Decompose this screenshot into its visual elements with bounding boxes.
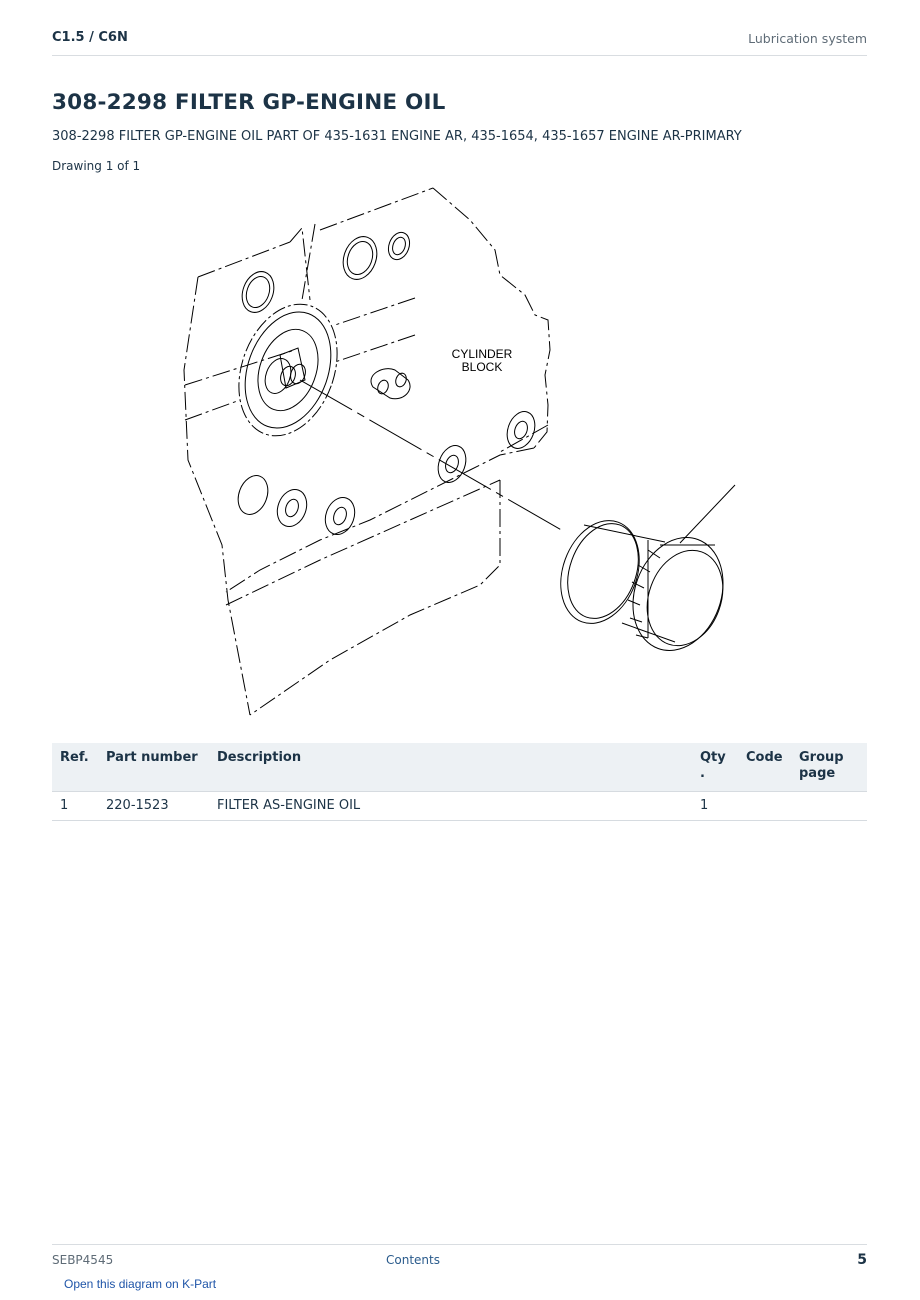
diagram-label-line2: BLOCK — [461, 360, 503, 374]
col-description: Description — [209, 743, 692, 792]
oil-filter — [547, 485, 738, 663]
page-subtitle: 308-2298 FILTER GP-ENGINE OIL PART OF 435-1631 ENGINE AR, 435-1654, 435-1657 ENGINE AR-PRIMARY — [52, 129, 742, 144]
col-code: Code — [738, 743, 791, 792]
page-header — [52, 28, 867, 56]
footer-divider — [52, 1244, 867, 1245]
col-ref: Ref. — [52, 743, 98, 792]
cylinder-block-outline — [184, 188, 550, 715]
page-title: 308-2298 FILTER GP-ENGINE OIL — [52, 90, 446, 115]
cell-code — [738, 792, 791, 821]
page-number: 5 — [857, 1252, 867, 1268]
cell-group-page — [791, 792, 867, 821]
drawing-label: Drawing 1 of 1 — [52, 159, 141, 173]
parts-table — [52, 743, 867, 821]
contents-link[interactable]: Contents — [386, 1253, 440, 1267]
document-code: SEBP4545 — [52, 1253, 114, 1267]
col-part-number: Part number — [98, 743, 209, 792]
col-group-page: Group page — [791, 743, 867, 792]
bolt-holes — [233, 229, 540, 538]
section-name: Lubrication system — [748, 31, 867, 46]
diagram-label-line1: CYLINDER — [451, 347, 513, 361]
table-header-row — [52, 743, 867, 792]
cell-description: FILTER AS-ENGINE OIL — [209, 792, 692, 821]
filter-mount — [222, 290, 355, 449]
assembly-centerline — [300, 380, 565, 532]
cell-part-number: 220-1523 — [98, 792, 209, 821]
table-row — [52, 792, 867, 821]
col-qty: Qty . — [692, 743, 738, 792]
parts-diagram — [170, 180, 750, 720]
cell-ref: 1 — [52, 792, 98, 821]
cell-qty: 1 — [692, 792, 738, 821]
breadcrumb: C1.5 / C6N — [52, 30, 128, 45]
open-in-kpart-link[interactable]: Open this diagram on K-Part — [64, 1277, 217, 1291]
